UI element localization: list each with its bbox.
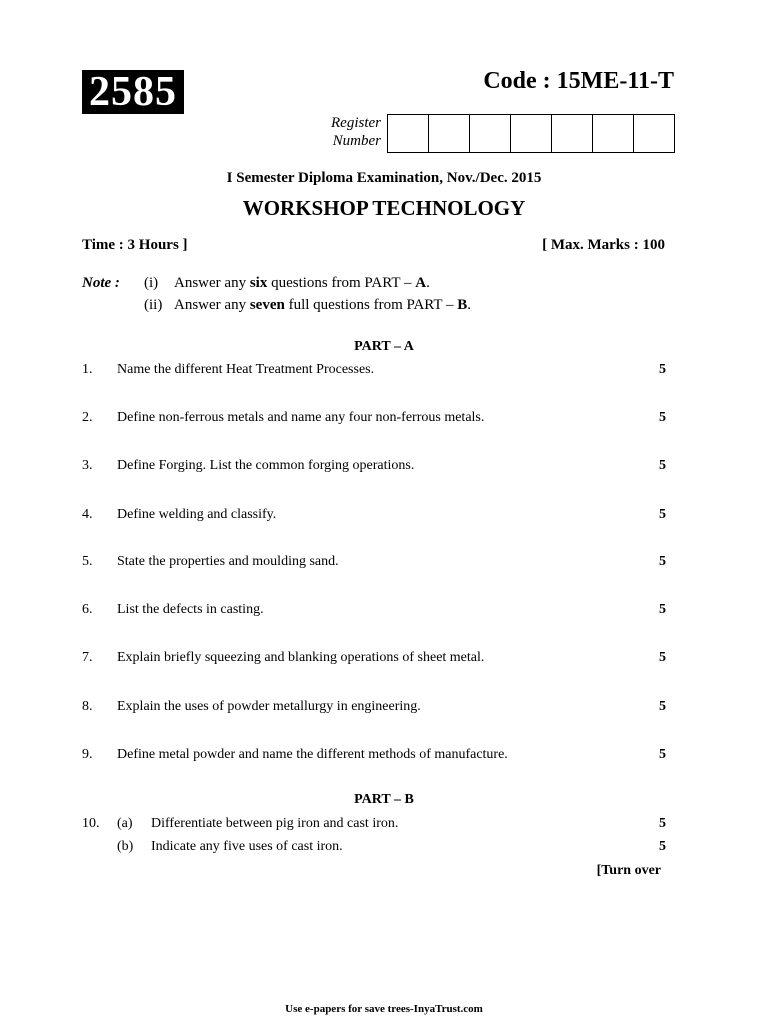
register-digit-box	[593, 115, 634, 152]
question-row	[82, 650, 666, 666]
part-a-heading: PART – A	[354, 339, 414, 354]
register-label-line1: Register	[331, 115, 381, 131]
register-number-boxes	[387, 114, 675, 153]
register-number-label	[300, 114, 381, 150]
question-text: Explain briefly squeezing and blanking operations of sheet metal.	[117, 650, 485, 665]
sub-question-label: (b)	[117, 839, 134, 854]
question-row	[82, 554, 666, 570]
subject-code: Code : 15ME-11-T	[483, 68, 674, 94]
question-number: 9.	[82, 747, 93, 762]
paper-id-badge: 2585	[82, 70, 184, 114]
question-marks: 5	[659, 458, 666, 473]
note-text: Answer any	[174, 275, 250, 291]
sub-question-marks: 5	[659, 839, 666, 854]
question-row	[82, 458, 666, 474]
sub-question-text: Differentiate between pig iron and cast iron.	[151, 816, 399, 831]
question-row	[82, 410, 666, 426]
part-b-heading: PART – B	[354, 792, 414, 807]
question-marks: 5	[659, 554, 666, 569]
question-marks: 5	[659, 747, 666, 762]
note-text: .	[426, 275, 430, 291]
question-row	[82, 507, 666, 523]
sub-question-marks: 5	[659, 816, 666, 831]
question-row	[82, 602, 666, 618]
note-item-number: (ii)	[144, 297, 163, 313]
question-number: 8.	[82, 699, 93, 714]
question-text: Explain the uses of powder metallurgy in engineering.	[117, 699, 421, 714]
question-number: 2.	[82, 410, 93, 425]
sub-question-row	[117, 839, 666, 855]
note-emphasis: seven	[249, 297, 285, 313]
question-marks: 5	[659, 602, 666, 617]
question-number: 3.	[82, 458, 93, 473]
note-item-number: (i)	[144, 275, 159, 291]
question-marks: 5	[659, 362, 666, 377]
note-text: questions from PART –	[267, 275, 416, 291]
question-marks: 5	[659, 410, 666, 425]
question-row	[82, 699, 666, 715]
time-allowed: Time : 3 Hours ]	[82, 237, 188, 253]
register-digit-box	[429, 115, 470, 152]
subject-title: WORKSHOP TECHNOLOGY	[242, 196, 526, 220]
question-number: 5.	[82, 554, 93, 569]
question-text: Name the different Heat Treatment Processes.	[117, 362, 375, 377]
question-text: List the defects in casting.	[117, 602, 264, 617]
question-row	[82, 362, 666, 378]
note-text: full questions from PART –	[284, 297, 458, 313]
register-label-line2: Number	[332, 133, 381, 149]
note-item	[144, 297, 471, 314]
note-text: .	[467, 297, 472, 313]
note-label: Note :	[82, 275, 120, 291]
question-number: 7.	[82, 650, 93, 665]
question-text: Define non-ferrous metals and name any four non-ferrous metals.	[117, 410, 485, 425]
sub-question-row	[117, 816, 666, 832]
note-item	[144, 275, 430, 292]
question-number: 6.	[82, 602, 93, 617]
question-number: 10.	[82, 816, 100, 831]
register-digit-box	[634, 115, 674, 152]
question-marks: 5	[659, 699, 666, 714]
question-text: Define welding and classify.	[117, 507, 277, 522]
register-digit-box	[511, 115, 552, 152]
question-marks: 5	[659, 650, 666, 665]
question-number: 1.	[82, 362, 93, 377]
question-text: Define metal powder and name the different methods of manufacture.	[117, 747, 508, 762]
question-text: Define Forging. List the common forging operations.	[117, 458, 415, 473]
note-text: Answer any	[174, 297, 250, 313]
register-digit-box	[470, 115, 511, 152]
sub-question-label: (a)	[117, 816, 133, 831]
note-emphasis: six	[249, 275, 268, 291]
register-digit-box	[552, 115, 593, 152]
footer-text: Use e-papers for save trees-InyaTrust.com	[285, 1003, 483, 1015]
register-digit-box	[388, 115, 429, 152]
question-number: 4.	[82, 507, 93, 522]
max-marks: [ Max. Marks : 100	[542, 237, 665, 253]
question-row	[82, 747, 666, 763]
note-part: B	[457, 297, 468, 313]
exam-title: I Semester Diploma Examination, Nov./Dec. 2015	[226, 170, 542, 186]
note-part: A	[415, 275, 427, 291]
sub-question-text: Indicate any five uses of cast iron.	[151, 839, 343, 854]
turn-over-note: [Turn over	[596, 863, 661, 878]
question-marks: 5	[659, 507, 666, 522]
question-text: State the properties and moulding sand.	[117, 554, 339, 569]
